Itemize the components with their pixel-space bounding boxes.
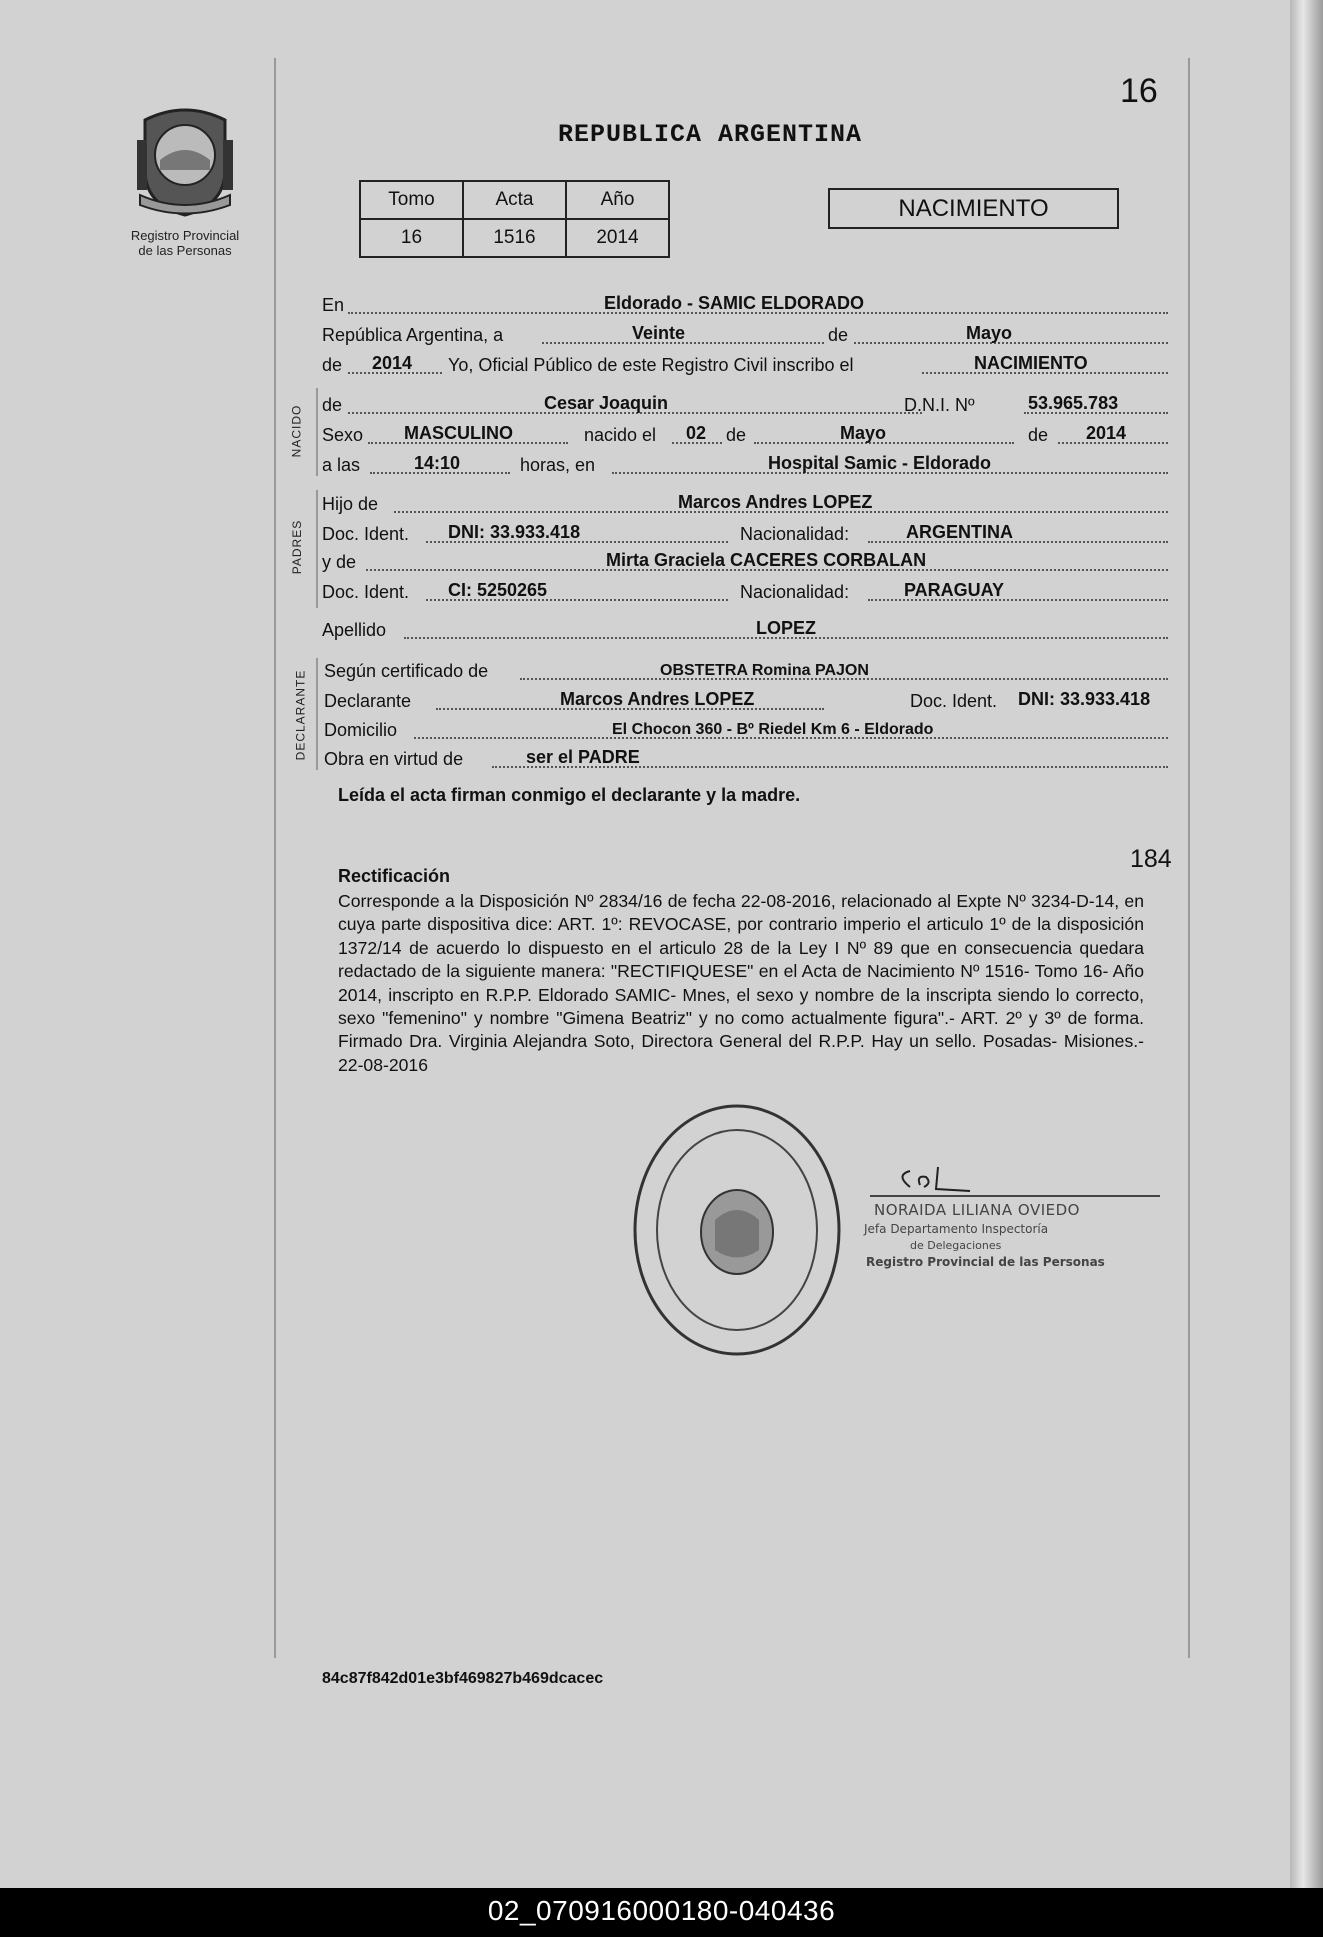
value-sexo: MASCULINO bbox=[404, 423, 513, 443]
value-father: Marcos Andres LOPEZ bbox=[678, 492, 873, 512]
value-certificado: OBSTETRA Romina PAJON bbox=[660, 662, 869, 679]
rectification-title: Rectificación bbox=[338, 866, 451, 886]
acta-value: 1516 bbox=[463, 219, 566, 257]
signature-icon bbox=[890, 1165, 1010, 1195]
closing-statement: Leída el acta firman conmigo el declarante y la madre. bbox=[338, 785, 801, 805]
row-time-place bbox=[322, 452, 1168, 478]
label-declarante: Declarante bbox=[324, 691, 412, 711]
label-father-doc: Doc. Ident. bbox=[322, 524, 410, 544]
official-stamp bbox=[630, 1100, 845, 1365]
row-domicilio bbox=[322, 717, 1168, 743]
value-mother-doc: CI: 5250265 bbox=[448, 580, 548, 600]
seal-caption-line1: Registro Provincial bbox=[130, 228, 240, 243]
file-id: 02_070916000180-040436 bbox=[487, 1895, 836, 1926]
document-hash: 84c87f842d01e3bf469827b469dcacec bbox=[322, 1670, 604, 1687]
value-father-doc: DNI: 33.933.418 bbox=[448, 522, 581, 542]
label-decl-doc: Doc. Ident. bbox=[910, 691, 998, 711]
value-birth-month: Mayo bbox=[840, 423, 887, 443]
label-a-las: a las bbox=[322, 455, 361, 475]
label-de-birth-year: de bbox=[1028, 425, 1049, 445]
value-father-nat: ARGENTINA bbox=[906, 522, 1013, 542]
value-declarante: Marcos Andres LOPEZ bbox=[560, 689, 755, 709]
label-horas: horas, en bbox=[520, 455, 596, 475]
row-place bbox=[322, 292, 1168, 318]
label-de-name: de bbox=[322, 395, 343, 415]
acta-header: Acta bbox=[463, 181, 566, 219]
row-mother-doc bbox=[322, 579, 1168, 605]
oval-stamp-icon bbox=[630, 1100, 845, 1360]
tomo-value: 16 bbox=[360, 219, 463, 257]
left-margin-line bbox=[274, 58, 276, 1658]
rectification-body: Corresponde a la Disposición Nº 2834/16 de fecha 22-08-2016, relacionado al Expte Nº 3234-D-14, en cuya parte dispositiva dice: ART. 1º: REVOCASE, por contrario imperio el articulo 1º de la disposición 1372/14 de acuerdo lo dispuesto en el articulo 28 de la Ley I Nº 89 que en consecuencia quedara redactado de la siguiente manera: "RECTIFIQUESE" en el Acta de Nacimiento Nº 1516- Tomo 16- Año 2014, inscripto en R.P.P. Eldorado SAMIC- Mnes, el sexo y nombre de la inscripta siendo lo correcto, sexo "femenino" y nombre "Gimena Beatriz" y no como actualmente figura".- ART. 2º y 3º de forma. Firmado Dra. Virginia Alejandra Soto, Directora General del R.P.P. Hay un sello. Posadas- Misiones.- 22-08-2016 bbox=[338, 891, 1144, 1075]
value-dni: 53.965.783 bbox=[1028, 393, 1119, 413]
tomo-header: Tomo bbox=[360, 181, 463, 219]
signer-title-2: de Delegaciones bbox=[910, 1239, 1002, 1252]
value-year: 2014 bbox=[372, 353, 413, 373]
value-month: Mayo bbox=[966, 323, 1013, 343]
anio-value: 2014 bbox=[566, 219, 669, 257]
label-de-birth-month: de bbox=[726, 425, 747, 445]
label-en: En bbox=[322, 295, 345, 315]
rectification-number: 184 bbox=[1130, 845, 1172, 873]
signer-name: NORAIDA LILIANA OVIEDO bbox=[874, 1201, 1080, 1219]
value-domicilio: El Chocon 360 - Bº Riedel Km 6 - Eldorado bbox=[612, 721, 934, 738]
registry-table bbox=[359, 180, 670, 258]
value-inscribe: NACIMIENTO bbox=[974, 353, 1088, 373]
provincial-seal bbox=[100, 100, 270, 258]
label-father-nat: Nacionalidad: bbox=[740, 524, 850, 544]
label-hijo-de: Hijo de bbox=[322, 494, 379, 514]
label-domicilio: Domicilio bbox=[324, 720, 398, 740]
misiones-seal-icon bbox=[125, 100, 245, 220]
value-birth-place: Hospital Samic - Eldorado bbox=[768, 453, 992, 473]
right-margin-line bbox=[1188, 58, 1190, 1658]
label-de-year: de bbox=[322, 355, 343, 375]
label-obra: Obra en virtud de bbox=[324, 749, 464, 769]
label-oficial: Yo, Oficial Público de este Registro Civil inscribo el bbox=[448, 355, 854, 375]
row-father bbox=[322, 491, 1168, 517]
row-obra bbox=[322, 746, 1168, 772]
signer-org: Registro Provincial de las Personas bbox=[866, 1255, 1105, 1269]
row-father-doc bbox=[322, 521, 1168, 547]
signer-title: Jefa Departamento Inspectoría bbox=[864, 1222, 1049, 1236]
anio-header: Año bbox=[566, 181, 669, 219]
section-nacido: NACIDO bbox=[289, 404, 304, 458]
label-sexo: Sexo bbox=[322, 425, 364, 445]
row-sex-birth bbox=[322, 422, 1168, 448]
label-y-de: y de bbox=[322, 552, 357, 572]
row-mother bbox=[322, 549, 1168, 575]
seal-caption-line2: de las Personas bbox=[138, 243, 232, 258]
label-de-month: de bbox=[828, 325, 849, 345]
value-time: 14:10 bbox=[414, 453, 461, 473]
value-mother-nat: PARAGUAY bbox=[904, 580, 1005, 600]
label-mother-nat: Nacionalidad: bbox=[740, 582, 850, 602]
row-year bbox=[322, 352, 1168, 378]
label-mother-doc: Doc. Ident. bbox=[322, 582, 410, 602]
label-dni: D.N.I. Nº bbox=[904, 395, 975, 415]
act-type-box: NACIMIENTO bbox=[828, 188, 1119, 229]
row-apellido bbox=[322, 617, 1168, 643]
value-day: Veinte bbox=[632, 323, 686, 343]
value-obra: ser el PADRE bbox=[526, 747, 640, 767]
value-name: Cesar Joaquin bbox=[544, 393, 669, 413]
label-republica: República Argentina, a bbox=[322, 325, 504, 345]
value-place: Eldorado - SAMIC ELDORADO bbox=[604, 293, 864, 313]
row-certificado bbox=[322, 658, 1168, 684]
value-birth-year: 2014 bbox=[1086, 423, 1127, 443]
row-name bbox=[322, 392, 1168, 418]
row-date bbox=[322, 322, 1168, 348]
value-mother: Mirta Graciela CACERES CORBALAN bbox=[606, 550, 927, 570]
label-apellido: Apellido bbox=[322, 620, 387, 640]
section-declarante: DECLARANTE bbox=[293, 669, 308, 761]
page-edge bbox=[1290, 0, 1323, 1888]
value-apellido: LOPEZ bbox=[756, 618, 817, 638]
row-declarante bbox=[322, 688, 1168, 714]
label-nacido-el: nacido el bbox=[584, 425, 657, 445]
page-number: 16 bbox=[1120, 72, 1158, 110]
value-decl-doc: DNI: 33.933.418 bbox=[1018, 689, 1151, 709]
value-birth-day: 02 bbox=[686, 423, 707, 443]
section-padres: PADRES bbox=[290, 519, 305, 575]
document-title: REPUBLICA ARGENTINA bbox=[557, 120, 863, 149]
label-certificado: Según certificado de bbox=[324, 661, 489, 681]
